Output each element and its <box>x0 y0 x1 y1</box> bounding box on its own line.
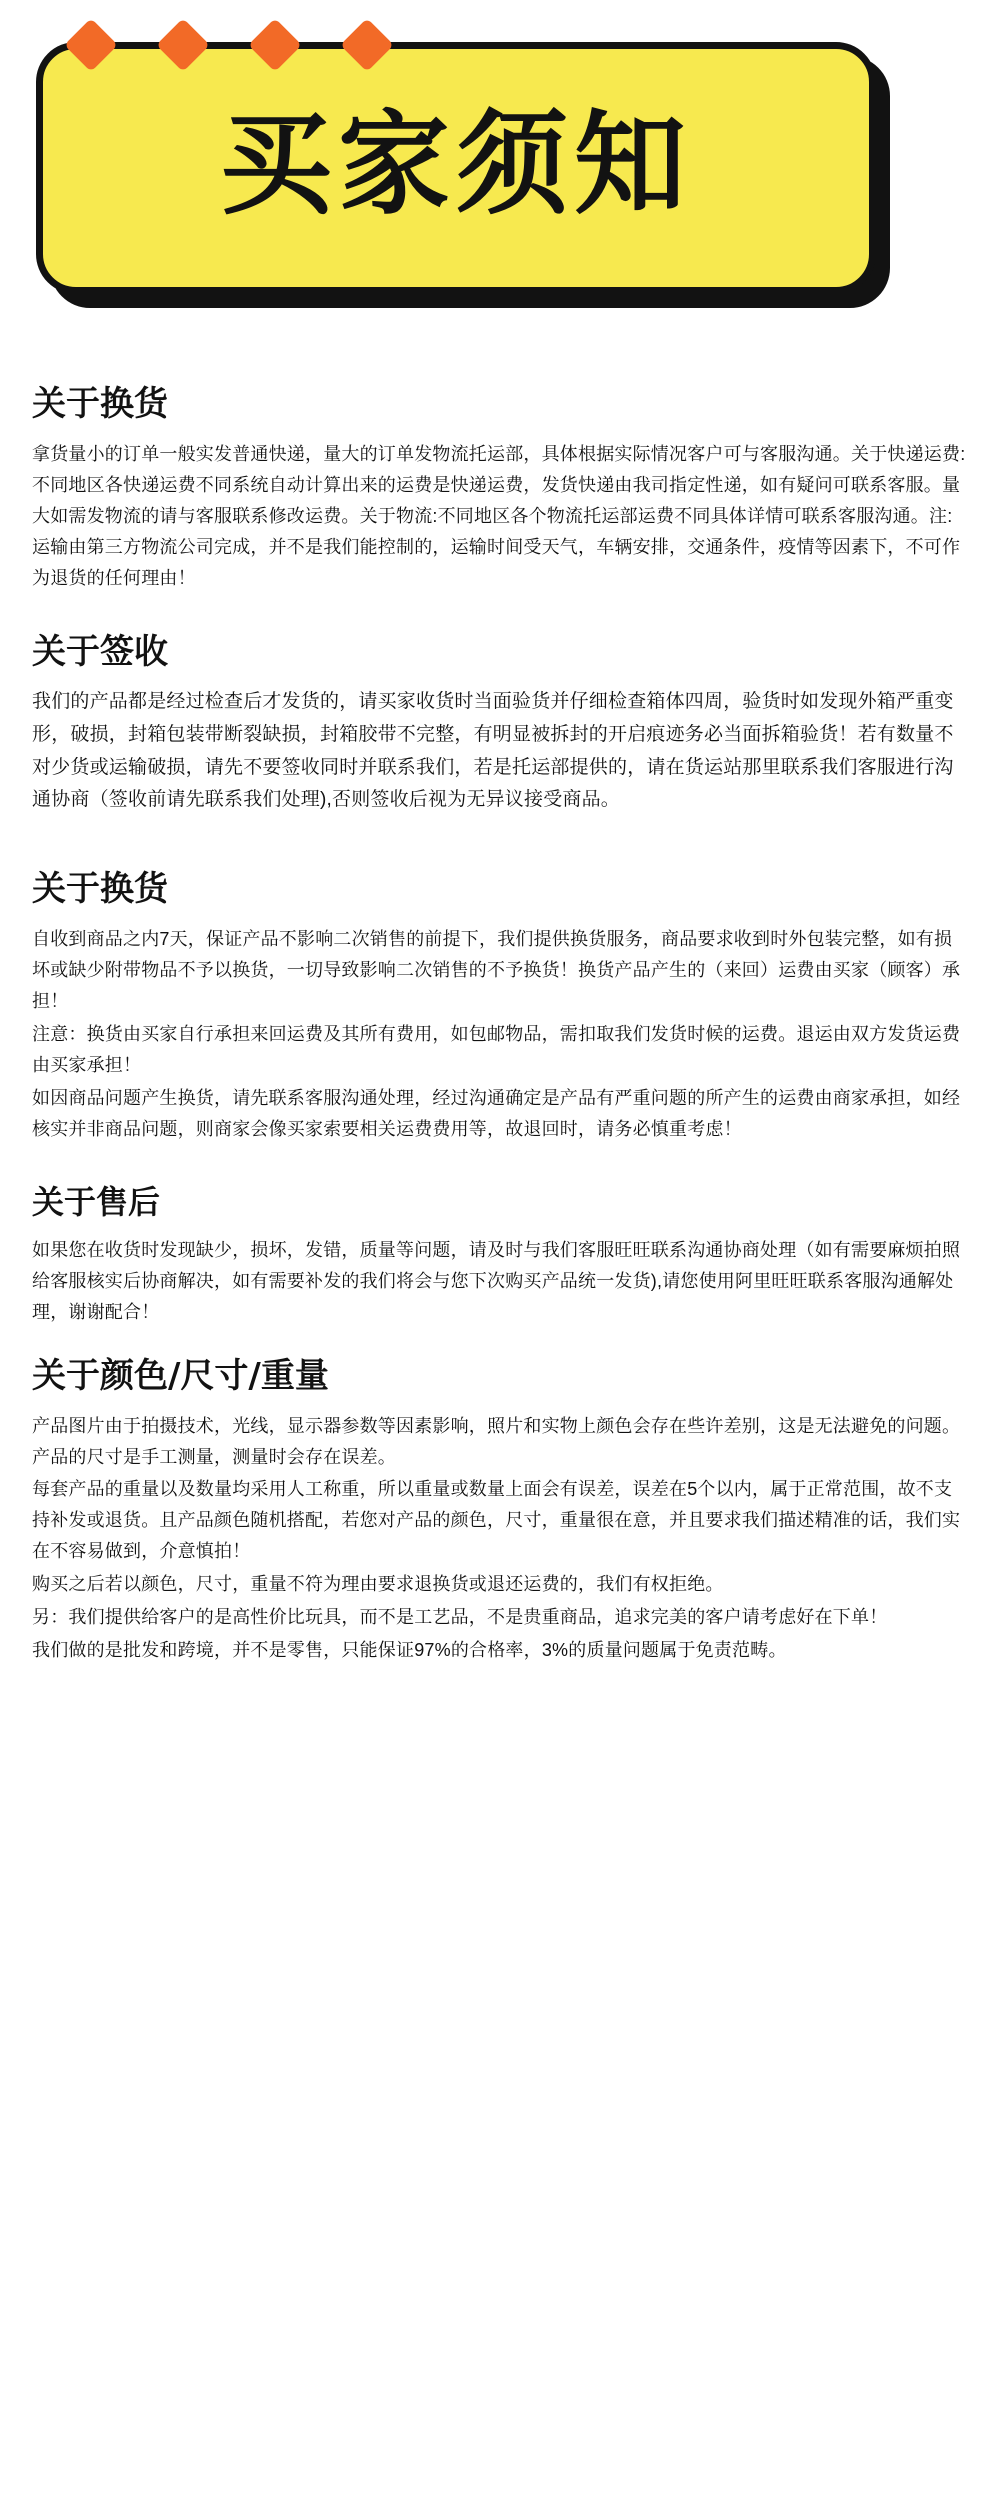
buyer-notice-page <box>0 18 1000 1708</box>
section-paragraph: 如果您在收货时发现缺少，损坏，发错，质量等问题，请及时与我们客服旺旺联系沟通协商处理（如有需要麻烦拍照给客服核实后协商解决，如有需要补发的我们将会与您下次购买产品统一发货),请您使用阿里旺旺联系客服沟通解处理，谢谢配合！ <box>32 1239 961 1322</box>
spacer <box>32 819 968 863</box>
section-paragraph: 注意：换货由买家自行承担来回运费及其所有费用，如包邮物品，需扣取我们发货时候的运费。退运由双方发货运费由买家承担！ <box>32 1023 961 1075</box>
section-paragraph: 每套产品的重量以及数量均采用人工称重，所以重量或数量上面会有误差，误差在5个以内，属于正常范围，故不支持补发或退货。且产品颜色随机搭配，若您对产品的颜色，尺寸，重量很在意，并且要求我们描述精准的话，我们实在不容易做到，介意慎拍！ <box>32 1479 961 1562</box>
banner <box>28 18 960 378</box>
page-title: 买家须知 <box>220 100 692 230</box>
spacer <box>32 596 968 626</box>
section-signing <box>32 632 968 817</box>
section-heading: 关于签收 <box>32 631 168 672</box>
section-color-size-weight <box>32 1356 968 1666</box>
section-paragraph: 自收到商品之内7天，保证产品不影响二次销售的前提下，我们提供换货服务，商品要求收到时外包装完整，如有损坏或缺少附带物品不予以换货，一切导致影响二次销售的不予换货！换货产品产生的（来回）运费由买家（顾客）承担！ <box>32 928 961 1011</box>
section-exchange <box>32 869 968 1144</box>
spacer <box>32 1330 968 1350</box>
banner-box <box>36 42 876 294</box>
notice-content <box>0 384 1000 1666</box>
section-paragraph: 另：我们提供给客户的是高性价比玩具，而不是工艺品，不是贵重商品，追求完美的客户请考虑好在下单！ <box>32 1607 888 1628</box>
section-after-sales <box>32 1183 968 1328</box>
section-paragraph: 产品图片由于拍摄技术，光线，显示器参数等因素影响，照片和实物上颜色会存在些许差别，这是无法避免的问题。产品的尺寸是手工测量，测量时会存在误差。 <box>32 1415 961 1467</box>
spacer <box>32 1147 968 1177</box>
section-paragraph: 拿货量小的订单一般实发普通快递，量大的订单发物流托运部，具体根据实际情况客户可与客服沟通。关于快递运费:不同地区各快递运费不同系统自动计算出来的运费是快递运费，发货快递由我司指定性递，如有疑问可联系客服。量大如需发物流的请与客服联系修改运费。关于物流:不同地区各个物流托运部运费不同具体详情可联系客服沟通。注:运输由第三方物流公司完成，并不是我们能控制的，运输时间受天气，车辆安排，交通条件，疫情等因素下，不可作为退货的任何理由！ <box>32 443 966 588</box>
section-exchange-shipping <box>32 384 968 594</box>
section-heading: 关于售后 <box>32 1182 161 1221</box>
section-paragraph: 我们的产品都是经过检查后才发货的，请买家收货时当面验货并仔细检查箱体四周，验货时如发现外箱严重变形，破损，封箱包装带断裂缺损，封箱胶带不完整，有明显被拆封的开启痕迹务必当面拆箱验货！若有数量不对少货或运输破损，请先不要签收同时并联系我们，若是托运部提供的，请在货运站那里联系我们客服进行沟通协商（签收前请先联系我们处理),否则签收后视为无异议接受商品。 <box>32 691 954 811</box>
section-heading: 关于换货 <box>32 384 168 424</box>
section-paragraph: 如因商品问题产生换货，请先联系客服沟通处理，经过沟通确定是产品有严重问题的所产生的运费由商家承担，如经核实并非商品问题，则商家会像买家索要相关运费费用等，故退回时，请务必慎重考虑！ <box>32 1087 961 1139</box>
section-heading: 关于换货 <box>32 869 168 910</box>
section-paragraph: 购买之后若以颜色，尺寸，重量不符为理由要求退换货或退还运费的，我们有权拒绝。 <box>32 1574 724 1595</box>
section-heading: 关于颜色/尺寸/重量 <box>32 1355 329 1396</box>
section-paragraph: 我们做的是批发和跨境，并不是零售，只能保证97%的合格率，3%的质量问题属于免责范畴。 <box>32 1640 787 1661</box>
